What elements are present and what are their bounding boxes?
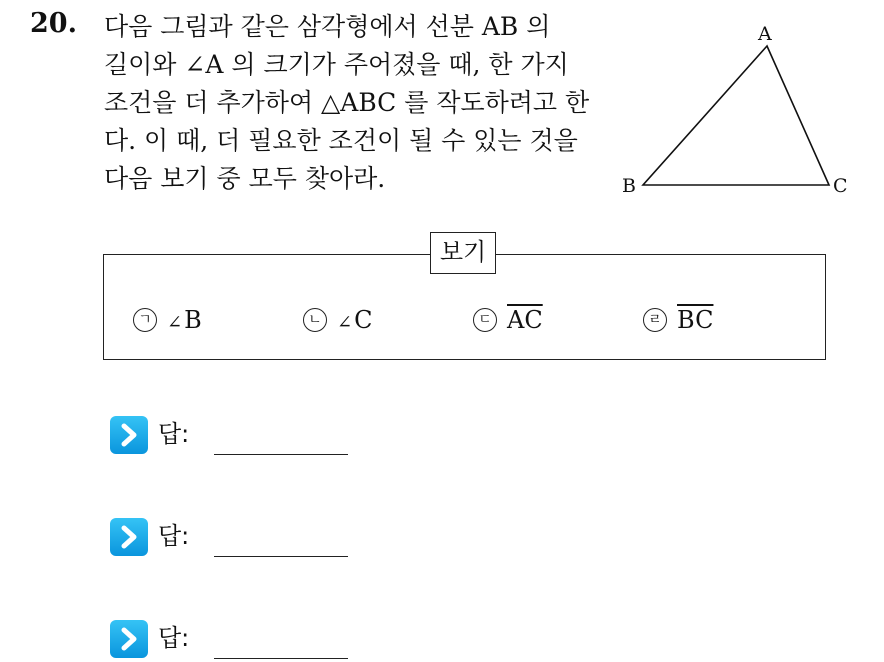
vertex-label-b: B bbox=[622, 175, 636, 197]
question-line: 다음 그림과 같은 삼각형에서 선분 AB 의 bbox=[104, 12, 551, 41]
question-text bbox=[104, 8, 604, 198]
chevron-right-icon bbox=[110, 416, 148, 454]
question-line: 다음 보기 중 모두 찾아라. bbox=[104, 164, 386, 193]
option-text: $\overline{AC}$ bbox=[507, 306, 543, 334]
question-line: 길이와 ∠A 의 크기가 주어졌을 때, 한 가지 bbox=[104, 50, 569, 79]
option-mark: ㄴ bbox=[303, 308, 327, 332]
answer-blank[interactable] bbox=[214, 658, 348, 659]
angle-symbol: ∠ bbox=[337, 312, 353, 333]
bogi-option-2 bbox=[303, 304, 372, 336]
answer-label: 답: bbox=[158, 420, 190, 448]
angle-symbol: ∠ bbox=[167, 312, 183, 333]
vertex-label-a: A bbox=[758, 23, 772, 45]
bogi-option-4 bbox=[643, 304, 713, 336]
answer-blank[interactable] bbox=[214, 556, 348, 557]
option-text: $\overline{BC}$ bbox=[677, 306, 714, 334]
bogi-title: 보기 bbox=[430, 232, 496, 274]
question-line: 다. 이 때, 더 필요한 조건이 될 수 있는 것을 bbox=[104, 126, 578, 155]
triangle-figure bbox=[618, 18, 868, 208]
vertex-label-c: C bbox=[833, 175, 848, 197]
question-number: 20. bbox=[30, 8, 77, 39]
option-mark: ㄱ bbox=[133, 308, 157, 332]
chevron-right-icon bbox=[110, 620, 148, 658]
bogi-option-1 bbox=[133, 304, 202, 336]
chevron-right-icon bbox=[110, 518, 148, 556]
option-mark: ㄹ bbox=[643, 308, 667, 332]
answer-blank[interactable] bbox=[214, 454, 348, 455]
option-text: B bbox=[184, 306, 202, 334]
answer-label: 답: bbox=[158, 624, 190, 652]
option-mark: ㄷ bbox=[473, 308, 497, 332]
triangle-abc bbox=[643, 46, 829, 185]
bogi-option-3 bbox=[473, 304, 543, 336]
option-text: C bbox=[354, 306, 373, 334]
answer-label: 답: bbox=[158, 522, 190, 550]
question-line: 조건을 더 추가하여 △ABC 를 작도하려고 한 bbox=[104, 88, 590, 117]
